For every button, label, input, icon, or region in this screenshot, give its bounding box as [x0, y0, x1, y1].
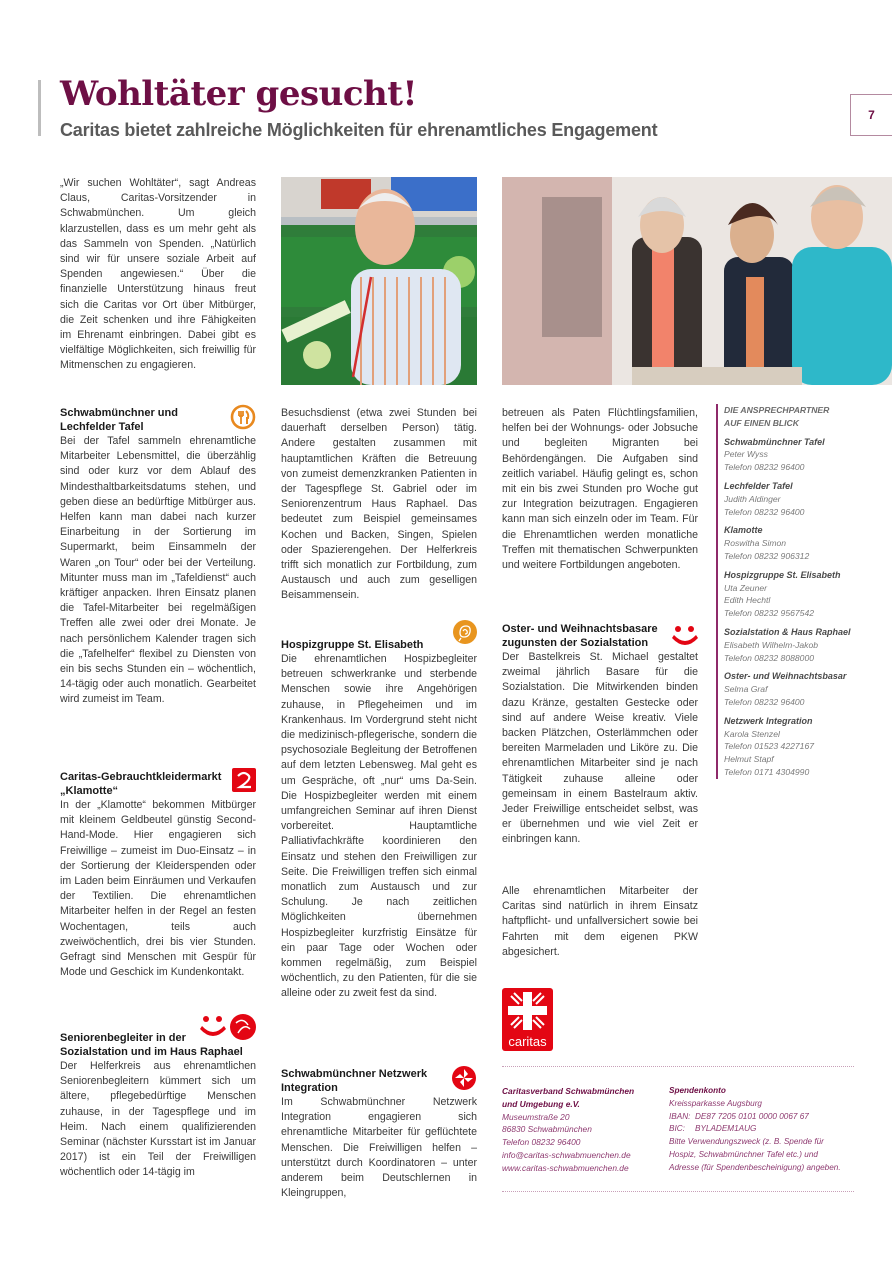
section-netzwerk [281, 1067, 477, 1201]
insurance-text: Alle ehrenamtlichen Mitarbeiter der Caritas sind natürlich in ihrem Einsatz haftpflicht- und unfallversichert sowie bei Fahrten mit dem eigenen PKW abgesichert. [502, 885, 698, 958]
section-text: betreuen als Paten Flüchtlingsfamilien, helfen bei der Wohnungs- oder Jobsuche und begleiten Migranten bei Behördengängen. Die Aufgaben sind zeitlich variabel. Häufig gelingt es, schon mit ein bis zwei Stunden pro Woche gut zur Integration beizutragen. Engagieren kann man sich einzeln oder im Team. Für die Ehrenamtlichen werden monatliche Treffen mit thematischen Schwerpunkten und weitere Fortbildungen angeboten. [502, 407, 698, 572]
contact-phone: Telefon 08232 9567542 [724, 608, 815, 619]
section-text: Bei der Tafel sammeln ehrenamtliche Mitarbeiter Lebensmittel, die überzählig sind oder kurz vor dem Ablauf des Mindesthaltbarkeitsdatums stehen, und geben diese an bedürftige Mitbürger aus. Helfen kann man dabei nach kurzer Einarbeitung in der Sortierung im Supermarkt, beim Einsammeln der Waren „on Tour“ oder bei der Verteilung. Mitunter muss man im „Tafeldienst“ auch kräftiger anpacken. Ihren Einsatz planen die Tafel-Mitarbeiter bei regelmäßigen Treffen alle zwei oder drei Monate. Je nach persönlichem Kalender tragen sich die „Tafelhelfer“ flexibel zu Diensten von ein bis sechs Stunden ein – wöchentlich, 14-tägig oder auch monatlich. Gearbeitet wird zumeist im Team. [60, 435, 256, 706]
bank-name: Kreissparkasse Augsburg [669, 1098, 762, 1108]
page-number: 7 [850, 94, 892, 136]
contact-phone: Telefon 08232 906312 [724, 550, 810, 561]
heading-text: Caritas-Gebrauchtkleidermarkt „Klamotte“ [60, 771, 222, 797]
org-name: Caritasverband Schwabmünchen [502, 1086, 635, 1096]
bic-value: BYLADEM1AUG [695, 1124, 757, 1134]
org-phone: Telefon 08232 96400 [502, 1137, 581, 1148]
org-city: 86830 Schwabmünchen [502, 1124, 592, 1135]
intro-text [60, 176, 256, 374]
section-heading [281, 638, 477, 652]
bank-note: Hospiz, Schwabmünchner Tafel etc.) und [669, 1149, 818, 1159]
caritas-logo-text: caritas [508, 1034, 547, 1049]
contact-phone: Telefon 08232 96400 [724, 462, 805, 473]
bank-iban [669, 1111, 859, 1124]
org-email-link[interactable]: info@caritas-schwabmuenchen.de [502, 1149, 631, 1160]
page-title: Wohltäter gesucht! [60, 74, 417, 114]
section-netzwerk-continued [502, 406, 698, 573]
section-heading [502, 622, 698, 650]
bic-label: BIC: [669, 1124, 685, 1134]
org-street: Museumstraße 20 [502, 1111, 570, 1122]
contact-line: Karola Stenzel [724, 728, 780, 739]
contact-line: Uta Zeuner [724, 582, 767, 593]
integration-icon [451, 1065, 477, 1091]
contact-line: Helmut Stapf [724, 754, 774, 765]
photo-tafel-volunteer [281, 177, 477, 385]
section-heading [60, 1031, 256, 1059]
photo-klamotte-volunteers [502, 177, 892, 385]
footer-org [502, 1085, 662, 1175]
bank-note: Bitte Verwendungszweck (z. B. Spende für [669, 1137, 824, 1147]
section-tafel [60, 406, 256, 708]
contact-phone: Telefon 08232 96400 [724, 696, 805, 707]
footer-bank [669, 1085, 859, 1175]
contact-line: Judith Aldinger [724, 493, 781, 504]
section-text: In der „Klamotte“ bekommen Mitbürger mit kleinem Geldbeutel günstig Second-Hand-Mode. Hier engagieren sich Freiwillige – zumeist im Duo-Einsatz – in der Sortierung der Kleiderspenden oder im Laden beim Einräumen und Verkaufen der Textilien. Die ehrenamtlichen Mitarbeiter helfen in der Regel an festen Wochentagen, teils auch zweiwöchentlich, drei bis vier Stunden. Gefragt sind Menschen mit Gespür für Mode und Geschick im Kundenkontakt. [60, 799, 256, 979]
contact-group-name: Oster- und Weihnachtsbasar [724, 671, 847, 682]
page-subtitle: Caritas bietet zahlreiche Möglichkeiten für ehrenamtliches Engagement [60, 120, 658, 140]
section-klamotte [60, 770, 256, 980]
contact-group-name: Schwabmünchner Tafel [724, 436, 825, 447]
section-senioren-continued [281, 406, 477, 604]
contact-phone: Telefon 08232 96400 [724, 506, 805, 517]
contact-line: Elisabeth Wilhelm-Jakob [724, 639, 819, 650]
section-text: Der Bastelkreis St. Michael gestaltet zweimal jährlich Basare für die Sozialstation. Die Mitwirkenden binden dazu Kränze, gestalten Gestecke oder sind auf andere Weise kreativ. Viele backen Plätzchen, Osterlämmchen oder bereiten Marmeladen und Liköre zu. Die ehrenamtlichen Mitarbeiter sind je nach Tätigkeit zuhause alleine oder gemeinsam in einem Bastelraum aktiv. Jeder Freiwillige entscheidet selbst, was er übernehmen und wie viel Zeit er einbringen kann. [502, 651, 698, 846]
heading-text: Schwabmünchner und Lechfelder Tafel [60, 407, 178, 433]
section-senioren [60, 1031, 256, 1181]
klamotte-logo-icon [232, 768, 256, 792]
contact-line: Selma Graf [724, 684, 768, 695]
section-heading [60, 770, 256, 798]
title-accent-bar [38, 80, 41, 136]
contact-line: Peter Wyss [724, 449, 768, 460]
contact-group-name: Netzwerk Integration [724, 715, 813, 726]
org-name: und Umgebung e.V. [502, 1098, 580, 1109]
contact-group-name: Lechfelder Tafel [724, 480, 793, 491]
section-text: Der Helferkreis aus ehrenamtlichen Seniorenbegleitern kümmert sich um ältere, pflegebedürftige Menschen zuhause, in der Tagespflege und im Heim. Nach einem qualifizierenden Seminar (nächster Kursstart ist im Januar 2017) ist ein Teil der Freiwilligen wöchentlich oder 14-tägig im [60, 1060, 256, 1179]
contact-group-name: Hospizgruppe St. Elisabeth [724, 569, 841, 580]
section-hospiz [281, 638, 477, 1002]
iban-value: DE87 7205 0101 0000 0067 67 [695, 1111, 809, 1121]
divider-top [502, 1066, 854, 1067]
contacts-heading: AUF EINEN BLICK [724, 417, 799, 428]
cutlery-icon [230, 404, 256, 430]
bank-heading: Spendenkonto [669, 1086, 726, 1095]
contacts-heading: DIE ANSPRECHPARTNER [724, 405, 830, 415]
contact-phone: Telefon 08232 8088000 [724, 652, 815, 663]
section-text: Im Schwabmünchner Netzwerk Integration engagieren sich ehrenamtliche Mitarbeiter für geflüchtete Menschen. Die Freiwilligen helfen – unterstützt durch Koordinatoren – unter anderem beim Deutschlernen in Kleingruppen, [281, 1096, 477, 1200]
bank-bic [669, 1123, 859, 1136]
section-heading [60, 406, 256, 434]
insurance-note [502, 884, 698, 960]
rose-icon [453, 620, 477, 644]
section-text: Besuchsdienst (etwa zwei Stunden bei dauerhaft derselben Person) tätig. Andere gestalten zusammen mit hauptamtlichen Kräften die Betreuung von zumeist demenzkranken Patienten in der Tagespflege St. Gabriel oder im Seniorenzentrum Haus Raphael. Das bedeutet zum Beispiel gemeinsames Kochen und Backen, Singen, Spielen oder Spazierengehen. Der Helferkreis trifft sich monatlich zur Fortbildung, zum Austausch und auch zum geselligen Beisammensein. [281, 407, 477, 602]
iban-label: IBAN: [669, 1111, 691, 1121]
bank-note: Adresse (für Spendenbescheinigung) angeben. [669, 1162, 841, 1172]
section-text: Die ehrenamtlichen Hospizbegleiter betreuen schwerkranke und sterbende Menschen sowie ihre Angehörigen zuhause, in Pflegeheimen und im Krankenhaus. Im Vordergrund steht nicht die medizinisch-pflegerische, sondern die psychosoziale Begleitung der Betroffenen auf dem letzten Lebensweg. Mal geht es um Gespräche, oft „nur“ ums Da-Sein. Die Hospizbegleiter werden mit einem umfangreichen Seminar auf ihren Dienst vorbereitet. Hauptamtliche Palliativfachkräfte koordinieren den Einsatz und stehen den Freiwilligen zur Seite. Die Freiwilligen treffen sich einmal monatlich zum Austausch und zur Schulung. Je nach zeitlichen Möglichkeiten übernehmen Hospizbegleiter kurzfristig Einsätze für ein paar Tage oder Wochen oder kommen regelmäßig, zum Beispiel wöchentlich, zu den Patienten, für die sie alleine oder zu zweit fest da sind. [281, 653, 477, 1000]
heading-text: Oster- und Weihnachtsbasare zugunsten der Sozialstation [502, 623, 658, 649]
contact-phone: Telefon 0171 4304990 [724, 766, 810, 777]
contact-line: Edith Hechtl [724, 595, 771, 606]
section-basar [502, 622, 698, 848]
contact-group-name: Klamotte [724, 525, 763, 536]
section-heading [281, 1067, 477, 1095]
contact-phone: Telefon 01523 4227167 [724, 741, 815, 752]
divider-bottom [502, 1191, 854, 1192]
intro-paragraph: „Wir suchen Wohltäter“, sagt Andreas Claus, Caritas-Vorsitzender in Schwabmünchen. Um gleich klarzustellen, dass es um mehr geht als das Sammeln von Spenden. „Natürlich sind wir für unsere soziale Arbeit auf Spenden angewiesen.“ Über die finanzielle Unterstützung hinaus freut sich die Caritas vor Ort über Mitbürger, die Zeit schenken und ihre Fähigkeiten im Ehrenamt einbringen. Dabei gibt es vielfältige Möglichkeiten, sich freiwillig für Mitmenschen zu engagieren. [60, 177, 256, 372]
contacts-sidebar [716, 404, 868, 779]
smiley-icon [200, 1013, 256, 1041]
heading-text: Schwabmünchner Netzwerk Integration [281, 1068, 428, 1094]
contact-line: Roswitha Simon [724, 538, 787, 549]
org-website-link[interactable]: www.caritas-schwabmuenchen.de [502, 1162, 629, 1173]
caritas-logo [502, 988, 553, 1051]
heading-text: Hospizgruppe St. Elisabeth [281, 639, 424, 651]
contact-group-name: Sozialstation & Haus Raphael [724, 626, 851, 637]
heading-text: Seniorenbegleiter in der Sozialstation und im Haus Raphael [60, 1032, 243, 1058]
smiley-icon [672, 624, 698, 648]
